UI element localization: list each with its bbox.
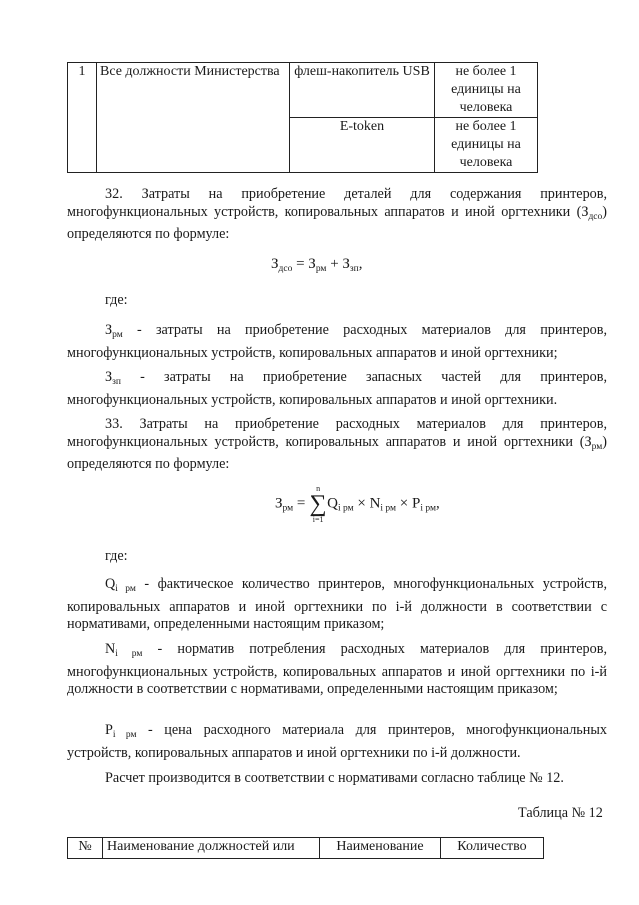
col-header-quantity: Количество: [441, 838, 544, 859]
paragraph-33: 33. Затраты на приобретение расходных материалов для принтеров, многофункциональных устройств, копировальных аппаратов и иной оргтехники $(З_{рм})$ определяются по формуле:: [67, 416, 607, 472]
equipment-name-cell: флеш-накопитель USB: [290, 63, 435, 118]
calculation-note: Расчет производится в соответствии с нормативами согласно таблице № 12.: [105, 770, 564, 786]
definition-rm: $З_{рм}$ - затраты на приобретение расходных материалов для принтеров, многофункциональных устройств, копировальных аппаратов и иной оргтехники;: [67, 322, 607, 361]
position-cell: Все должности Министерства: [97, 63, 290, 173]
paragraph-32: 32. Затраты на приобретение деталей для содержания принтеров, многофункциональных устройств, копировальных аппаратов и иной оргтехники $(З_{дсо})$ определяются по формуле:: [67, 186, 607, 242]
definition-q: $Q_{i рм}$ - фактическое количество принтеров, многофункциональных устройств, копировальных аппаратов и иной оргтехники по i-й должности в соответствии с нормативами, определенными настоящим приказом;: [67, 576, 607, 632]
where-label: где:: [105, 548, 128, 564]
table-caption: Таблица № 12: [518, 805, 603, 821]
definition-p: $P_{i рм}$ - цена расходного материала для принтеров, многофункциональных устройств, копировальных аппаратов и иной оргтехники по i-й должности.: [67, 722, 607, 761]
equipment-table: [67, 62, 538, 173]
col-header-number: №: [68, 838, 103, 859]
col-header-name: Наименование: [320, 838, 441, 859]
where-label: где:: [105, 292, 128, 308]
equipment-name-cell: E-token: [290, 118, 435, 173]
definition-zp: $З_{зп}$ - затраты на приобретение запасных частей для принтеров, многофункциональных устройств, копировальных аппаратов и иной оргтехники.: [67, 369, 607, 408]
equipment-qty-cell: не более 1 единицы на человека: [435, 63, 538, 118]
formula-dso: $З_{дсо} = З_{рм} + З_{зп}$,: [271, 256, 363, 274]
definition-n: $N_{i рм}$ - норматив потребления расходных материалов для принтеров, многофункциональных устройств, копировальных аппаратов и иной оргтехники по i-й должности в соответствии с нормативами, определенными настоящим приказом;: [67, 641, 607, 697]
table-12: [67, 837, 544, 859]
equipment-qty-cell: не более 1 единицы на человека: [435, 118, 538, 173]
col-header-position: Наименование должностей или: [103, 838, 320, 859]
summation-icon: n ∑ i=1: [309, 484, 327, 524]
row-number: 1: [68, 63, 97, 173]
formula-rm: $З_{рм}$ = n ∑ i=1 $Q_{i рм} \times N_{i рм} \times P_{i рм}$,: [275, 484, 440, 524]
